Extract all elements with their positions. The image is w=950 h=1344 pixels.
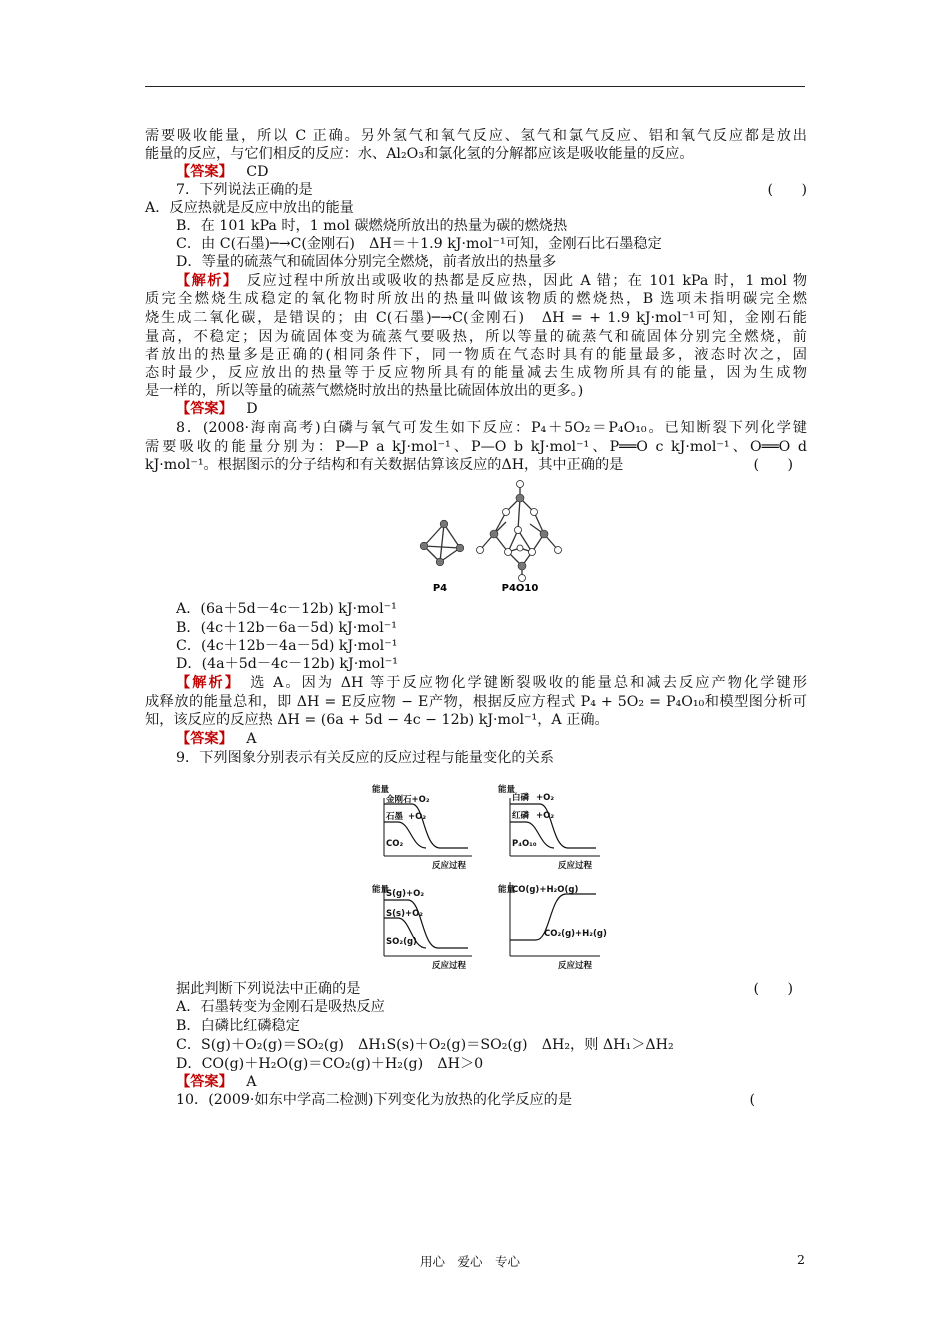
question-text: 7．下列说法正确的是 [176, 182, 313, 198]
p4-label: P4 [432, 583, 448, 594]
option-b: B．在 101 kPa 时，1 mol 碳燃烧所放出的热量为碳的燃烧热 [176, 218, 568, 234]
answer-bracket: ( ) [753, 981, 793, 997]
analysis-tag: 【解析】 [176, 273, 232, 289]
x-axis-label: 反应过程 [432, 961, 467, 971]
text-line: 需要吸收能量，所以 C 正确。另外氢气和氧气反应、氢气和氯气反应、铝和氧气反应都是放出 [145, 128, 807, 144]
curve-label: S(s)+O₂ [386, 909, 424, 919]
answer-value: A [246, 1074, 257, 1090]
analysis-line: 是一样的，所以等量的硫蒸气燃烧时放出的热量比硫固体放出的更多。) [145, 383, 584, 399]
y-axis-label: 能量 [372, 885, 390, 895]
answer-tag: 【答案】 [176, 401, 233, 417]
option-d: D．(4a＋5d－4c－12b) kJ·mol⁻¹ [176, 656, 398, 672]
p4-molecule [424, 524, 460, 562]
option-c: C．(4c＋12b－4a－5d) kJ·mol⁻¹ [176, 638, 398, 654]
curve-label: P₄O₁₀ [512, 839, 537, 849]
analysis-line [176, 272, 807, 290]
energy-graph-1 [372, 784, 472, 871]
answer-value: D [246, 401, 258, 417]
curve-label: +O₂ [408, 812, 427, 822]
x-axis-label: 反应过程 [558, 861, 593, 871]
option-b: B．白磷比红磷稳定 [176, 1018, 300, 1034]
question-8: 8．(2008·海南高考)白磷与氧气可发生如下反应：P₄＋5O₂＝P₄O₁₀。已知断裂下列化学键 [176, 420, 807, 436]
page-footer: 用心 爱心 专心 [420, 1254, 521, 1269]
question-text: 10．(2009·如东中学高二检测)下列变化为放热的化学反应的是 [176, 1092, 573, 1108]
question-text: kJ·mol⁻¹。根据图示的分子结构和有关数据估算该反应的ΔH，其中正确的是 [145, 457, 624, 473]
analysis-line [176, 674, 807, 692]
answer-tag: 【答案】 [176, 164, 233, 180]
analysis-tag: 【解析】 [176, 675, 234, 691]
option-d: D．CO(g)＋H₂O(g)＝CO₂(g)＋H₂(g) ΔH＞0 [176, 1056, 484, 1072]
y-axis-label: 能量 [498, 885, 516, 895]
curve-label: +O₂ [536, 793, 555, 803]
answer-tag: 【答案】 [176, 1074, 233, 1090]
answer-value: CD [246, 164, 269, 180]
curve-label: 石墨 [386, 812, 404, 822]
option-d: D．等量的硫蒸气和硫固体分别完全燃烧，前者放出的热量多 [176, 254, 557, 270]
question-7 [176, 181, 807, 199]
molecule-figure [410, 478, 570, 596]
option-c: C．由 C(石墨)─→C(金刚石) ΔH＝＋1.9 kJ·mol⁻¹可知，金刚石比石墨稳定 [176, 236, 662, 252]
analysis-text: 选 A。因为 ΔH 等于反应物化学键断裂吸收的能量总和减去反应产物化学键形 [233, 675, 807, 691]
x-axis-label: 反应过程 [432, 861, 467, 871]
answer-bracket: ( [749, 1092, 755, 1108]
answer-line [176, 163, 807, 181]
energy-graph-4 [498, 882, 607, 971]
question-line [176, 980, 807, 998]
option-c: C．S(g)＋O₂(g)＝SO₂(g) ΔH₁S(s)＋O₂(g)＝SO₂(g) ΔH₂，则 ΔH₁＞ΔH₂ [176, 1037, 674, 1053]
answer-tag: 【答案】 [176, 731, 233, 747]
option-a: A．反应热就是反应中放出的能量 [145, 200, 354, 216]
question-10 [176, 1091, 807, 1109]
x-axis-label: 反应过程 [558, 961, 593, 971]
analysis-line: 态时最少，反应放出的热量等于反应物所具有的能量减去生成物所具有的能量，因为生成物 [145, 365, 807, 381]
question-9: 9．下列图象分别表示有关反应的反应过程与能量变化的关系 [176, 750, 554, 766]
header-rule [145, 86, 805, 87]
option-a: A．石墨转变为金刚石是吸热反应 [176, 999, 385, 1015]
question-line [145, 456, 807, 474]
y-axis-label: 能量 [498, 785, 516, 795]
analysis-line: 知，该反应的反应热 ΔH = (6a + 5d − 4c − 12b) kJ·mol⁻¹，A 正确。 [145, 712, 609, 728]
energy-diagrams [368, 778, 618, 976]
option-b: B．(4c＋12b－6a－5d) kJ·mol⁻¹ [176, 620, 397, 636]
curve-label: 白磷 [512, 793, 530, 803]
question-line: 需要吸收的能量分别为：P—P a kJ·mol⁻¹、P—O b kJ·mol⁻¹、P══O c kJ·mol⁻¹、O══O d [145, 439, 807, 455]
curve-label: CO₂ [386, 839, 404, 849]
curve-label: SO₂(g) [386, 937, 417, 947]
y-axis-label: 能量 [372, 785, 390, 795]
energy-graph-3 [372, 884, 472, 971]
curve-label: CO(g)+H₂O(g) [512, 885, 579, 895]
analysis-line: 者放出的热量多是正确的(相同条件下，同一物质在气态时具有的能量最多，液态时次之，固 [145, 347, 807, 363]
curve-label: +O₂ [536, 811, 555, 821]
answer-line [176, 730, 807, 748]
curve-label: CO₂(g)+H₂(g) [544, 929, 607, 939]
question-text: 据此判断下列说法中正确的是 [176, 981, 361, 997]
curve-label: S(g)+O₂ [386, 889, 425, 899]
option-a: A．(6a＋5d－4c－12b) kJ·mol⁻¹ [176, 601, 397, 617]
analysis-line: 量高，不稳定；因为硫固体变为硫蒸气要吸热，所以等量的硫蒸气和硫固体分别完全燃烧，前 [145, 329, 807, 345]
curve-label: 红磷 [512, 811, 530, 821]
answer-bracket: ( ) [753, 457, 793, 473]
analysis-line: 质完全燃烧生成稳定的氧化物时所放出的热量叫做该物质的燃烧热，B 选项未指明碳完全燃 [145, 291, 807, 307]
analysis-text: 反应过程中所放出或吸收的热都是反应热，因此 A 错；在 101 kPa 时，1 mol 物 [231, 273, 808, 289]
text-line: 能量的反应，与它们相反的反应：水、Al₂O₃和氯化氢的分解都应该是吸收能量的反应。 [145, 146, 694, 162]
analysis-line: 成释放的能量总和，即 ΔH = E反应物 − E产物，根据反应方程式 P₄ + 5O₂ = P₄O₁₀和模型图分析可 [145, 694, 807, 710]
answer-bracket: ( ) [767, 182, 807, 198]
p4o10-label: P4O10 [501, 583, 539, 594]
answer-line [176, 400, 807, 418]
answer-value: A [246, 731, 257, 747]
curve-label: 金刚石+O₂ [386, 795, 430, 805]
page-number: 2 [797, 1252, 805, 1267]
energy-graph-2 [498, 784, 600, 871]
analysis-line: 烧生成二氧化碳，是错误的；由 C(石墨)─→C(金刚石) ΔH = + 1.9 kJ·mol⁻¹可知，金刚石能 [145, 310, 807, 326]
answer-line [176, 1073, 807, 1091]
